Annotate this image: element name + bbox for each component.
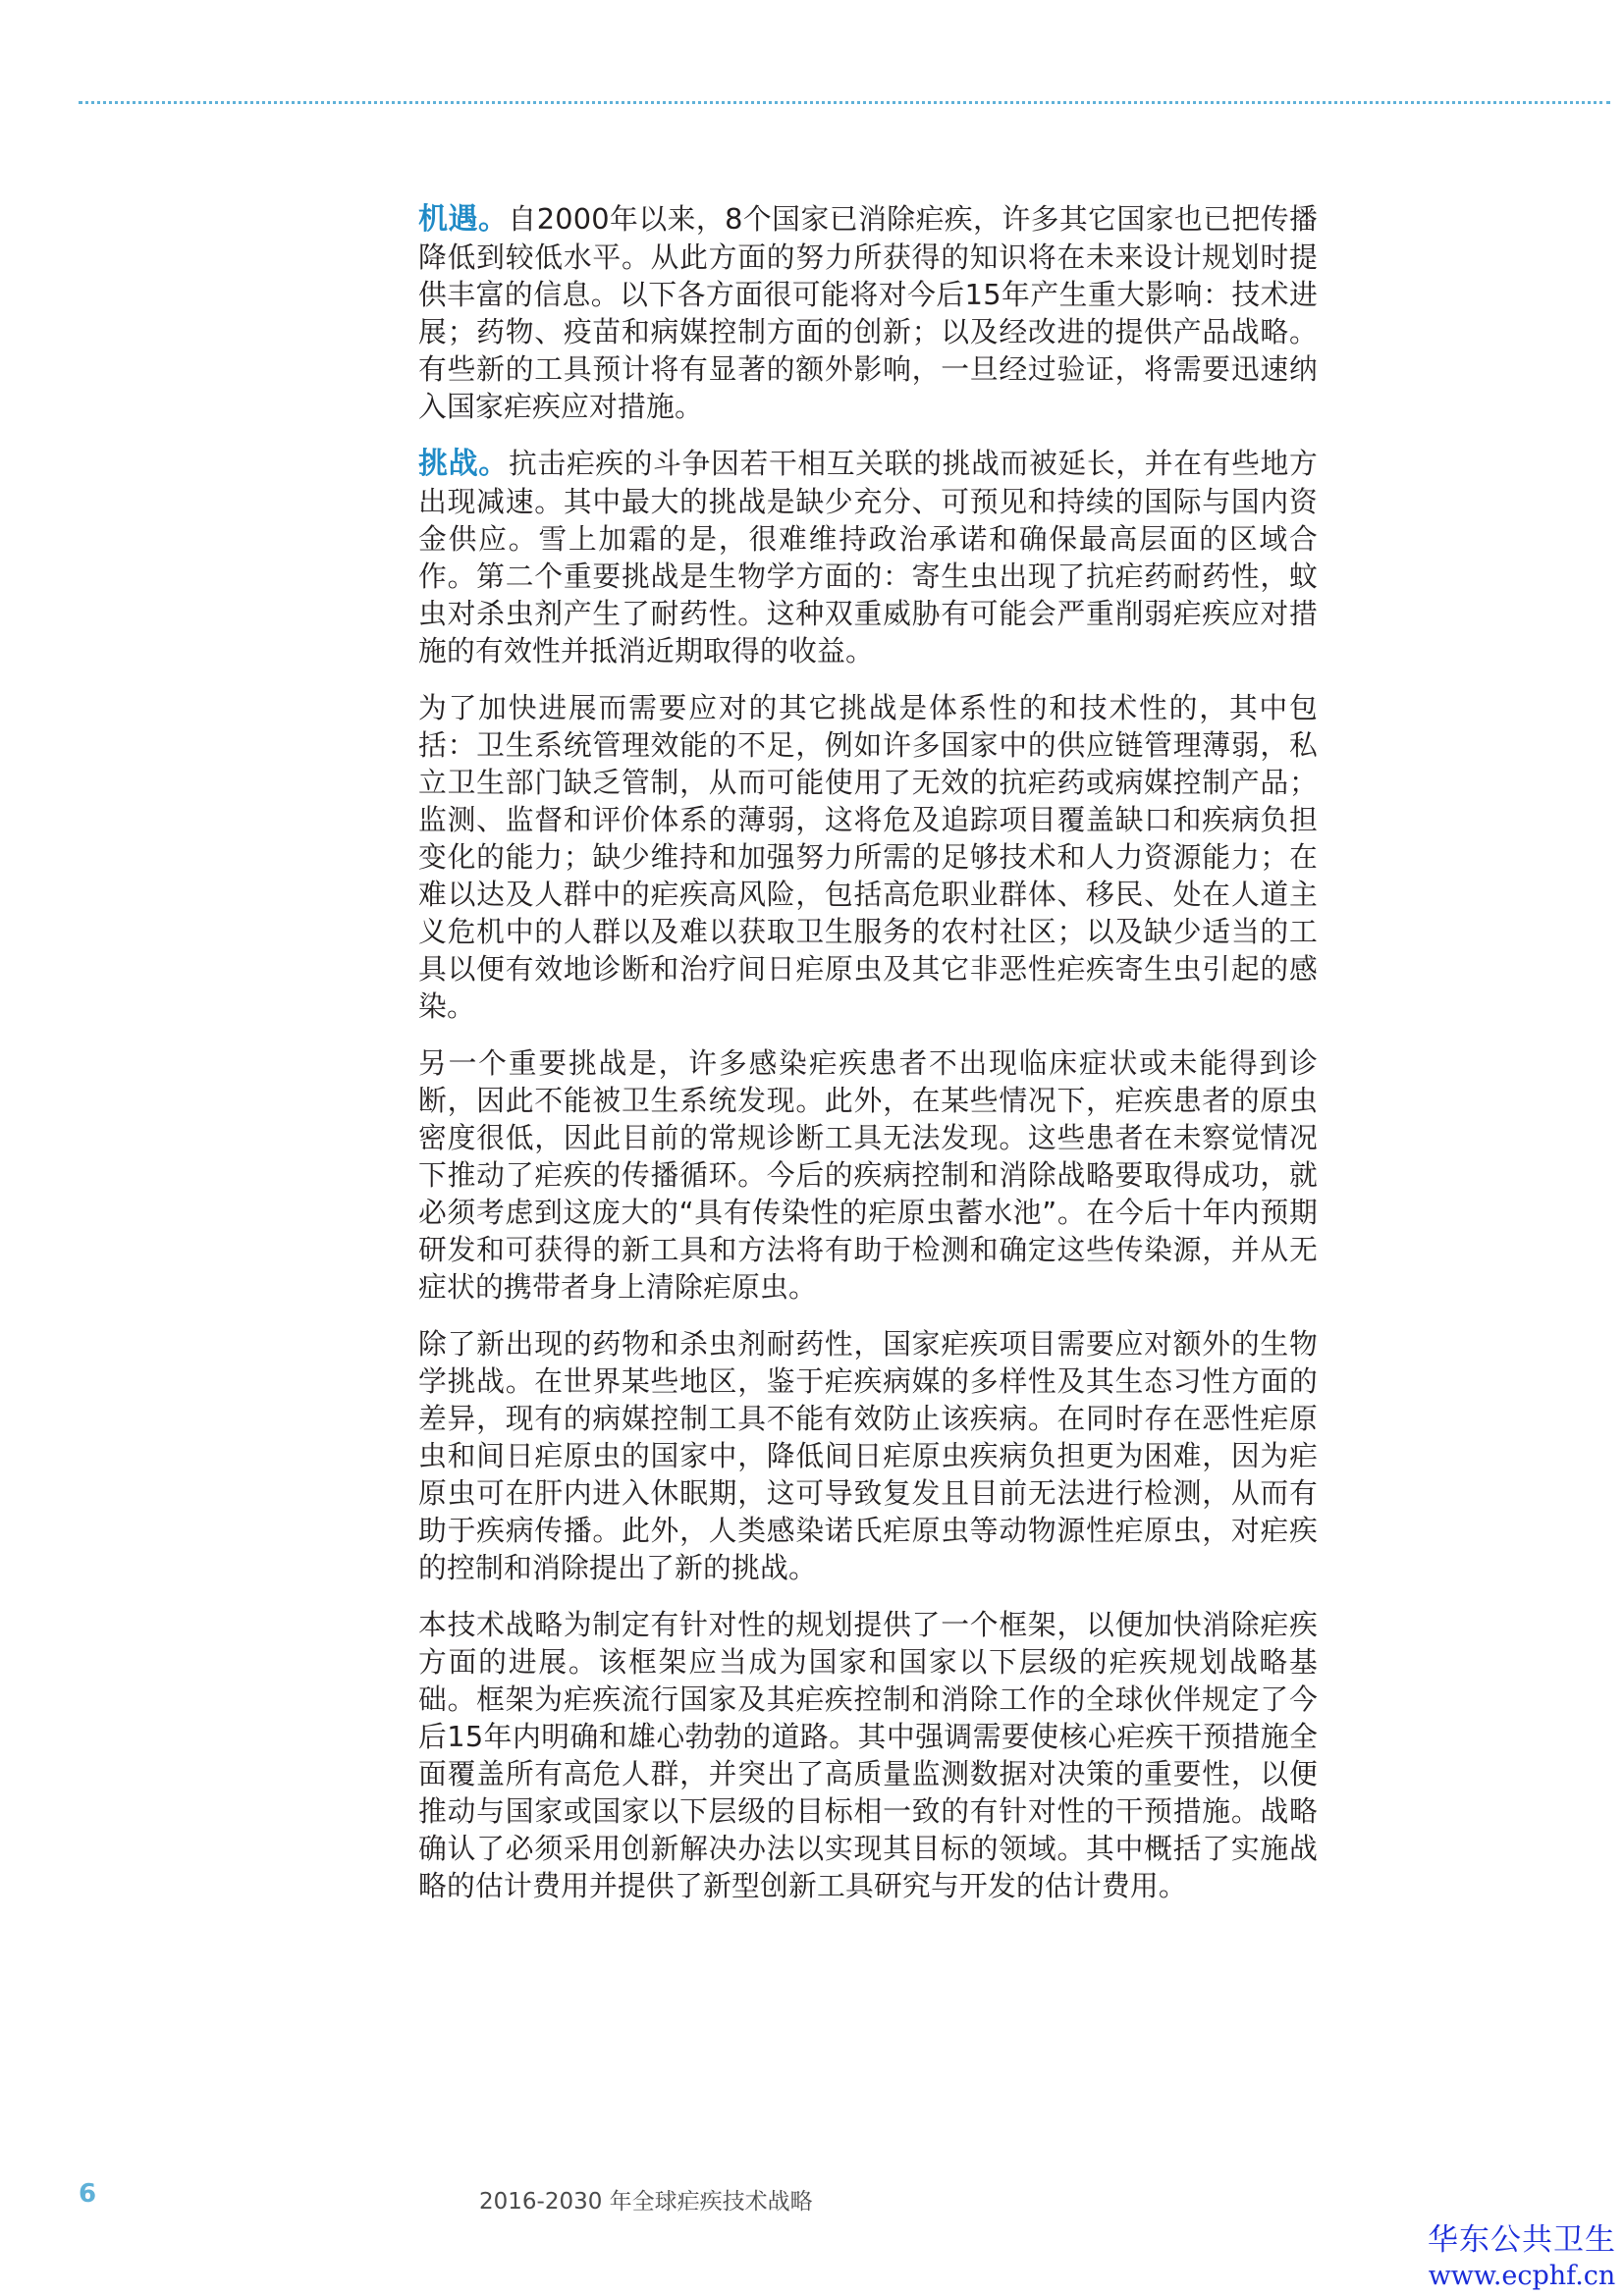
paragraph-asymptomatic-reservoir	[418, 1044, 1318, 1306]
page-number: 6	[79, 2179, 97, 2209]
paragraph-text-systemic-challenges: 为了加快进展而需要应对的其它挑战是体系性的和技术性的，其中包括：卫生系统管理效能的不足，例如许多国家中的供应链管理薄弱，私立卫生部门缺乏管制，从而可能使用了无效的抗疟药或病媒控制产品；监测、监督和评价体系的薄弱，这将危及追踪项目覆盖缺口和疾病负担变化的能力；缺少维持和加强努力所需的足够技术和人力资源能力；在难以达及人群中的疟疾高风险，包括高危职业群体、移民、处在人道主义危机中的人群以及难以获取卫生服务的农村社区；以及缺少适当的工具以便有效地诊断和治疗间日疟原虫及其它非恶性疟疾寄生虫引起的感染。	[418, 691, 1318, 1023]
paragraph-text-challenge: 抗击疟疾的斗争因若干相互关联的挑战而被延长，并在有些地方出现减速。其中最大的挑战是缺少充分、可预见和持续的国际与国内资金供应。雪上加霜的是，很难维持政治承诺和确保最高层面的区域合作。第二个重要挑战是生物学方面的：寄生虫出现了抗疟药耐药性，蚊虫对杀虫剂产生了耐药性。这种双重威胁有可能会严重削弱疟疾应对措施的有效性并抵消近期取得的收益。	[418, 447, 1318, 667]
paragraph-strategy-framework	[418, 1606, 1318, 1904]
paragraph-biological-challenges	[418, 1325, 1318, 1586]
watermark	[1428, 2220, 1616, 2293]
paragraph-text-opportunity: 自2000年以来，8个国家已消除疟疾，许多其它国家也已把传播降低到较低水平。从此方面的努力所获得的知识将在未来设计规划时提供丰富的信息。以下各方面很可能将对今后15年产生重大影响：技术进展；药物、疫苗和病媒控制方面的创新；以及经改进的提供产品战略。有些新的工具预计将有显著的额外影响，一旦经过验证，将需要迅速纳入国家疟疾应对措施。	[418, 202, 1318, 423]
document-body	[418, 200, 1318, 1924]
paragraph-systemic-challenges	[418, 689, 1318, 1025]
watermark-url: www.ecphf.cn	[1428, 2261, 1616, 2291]
watermark-name: 华东公共卫生	[1428, 2222, 1616, 2258]
paragraph-challenge	[418, 445, 1318, 669]
footer-title: 2016-2030 年全球疟疾技术战略	[479, 2189, 813, 2215]
paragraph-text-asymptomatic-reservoir: 另一个重要挑战是，许多感染疟疾患者不出现临床症状或未能得到诊断，因此不能被卫生系统发现。此外，在某些情况下，疟疾患者的原虫密度很低，因此目前的常规诊断工具无法发现。这些患者在未察觉情况下推动了疟疾的传播循环。今后的疾病控制和消除战略要取得成功，就必须考虑到这庞大的“具有传染性的疟原虫蓄水池”。在今后十年内预期研发和可获得的新工具和方法将有助于检测和确定这些传染源，并从无症状的携带者身上清除疟原虫。	[418, 1046, 1318, 1304]
paragraph-text-strategy-framework: 本技术战略为制定有针对性的规划提供了一个框架，以便加快消除疟疾方面的进展。该框架应当成为国家和国家以下层级的疟疾规划战略基础。框架为疟疾流行国家及其疟疾控制和消除工作的全球伙伴规定了今后15年内明确和雄心勃勃的道路。其中强调需要使核心疟疾干预措施全面覆盖所有高危人群，并突出了高质量监测数据对决策的重要性，以便推动与国家或国家以下层级的目标相一致的有针对性的干预措施。战略确认了必须采用创新解决办法以实现其目标的领域。其中概括了实施战略的估计费用并提供了新型创新工具研究与开发的估计费用。	[418, 1608, 1318, 1902]
paragraph-opportunity	[418, 200, 1318, 425]
header-dotted-rule	[79, 101, 1610, 104]
paragraph-text-biological-challenges: 除了新出现的药物和杀虫剂耐药性，国家疟疾项目需要应对额外的生物学挑战。在世界某些地区，鉴于疟疾病媒的多样性及其生态习性方面的差异，现有的病媒控制工具不能有效防止该疾病。在同时存在恶性疟原虫和间日疟原虫的国家中，降低间日疟原虫疾病负担更为困难，因为疟原虫可在肝内进入休眠期，这可导致复发且目前无法进行检测，从而有助于疾病传播。此外，人类感染诺氏疟原虫等动物源性疟原虫，对疟疾的控制和消除提出了新的挑战。	[418, 1327, 1318, 1584]
paragraph-lead-opportunity: 机遇。	[418, 202, 509, 237]
paragraph-lead-challenge: 挑战。	[418, 447, 509, 481]
